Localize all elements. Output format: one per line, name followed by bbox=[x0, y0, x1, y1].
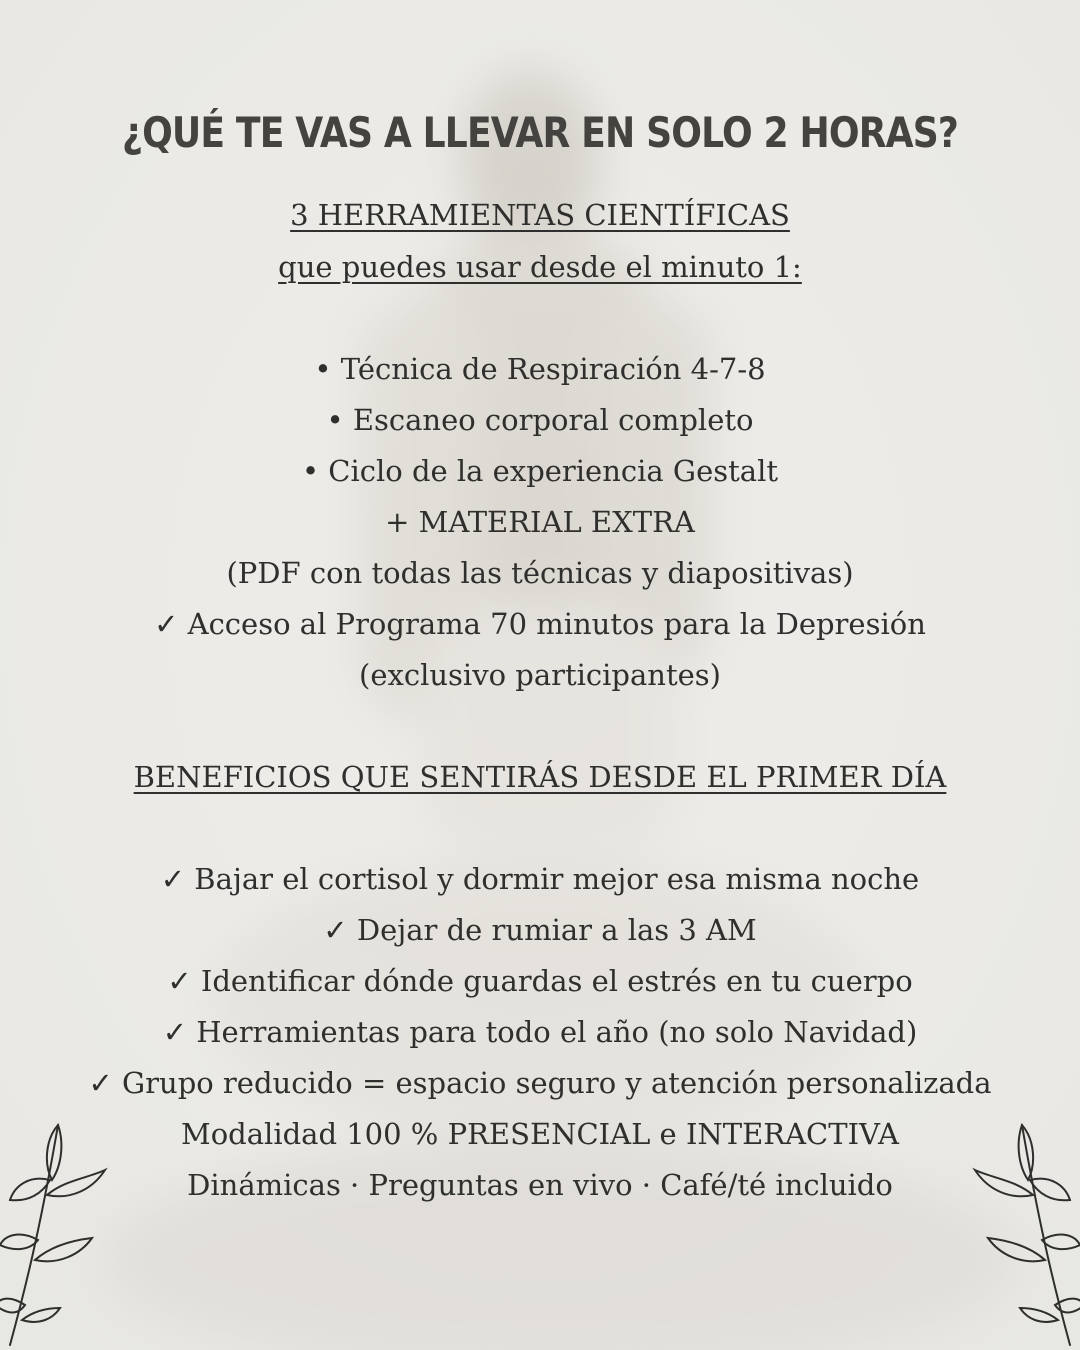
program-access: ✓ Acceso al Programa 70 minutos para la Depresión bbox=[154, 607, 926, 641]
tools-heading-line2 bbox=[0, 250, 1080, 284]
tool-item: • Ciclo de la experiencia Gestalt bbox=[301, 454, 779, 488]
extra-material: + MATERIAL EXTRA bbox=[385, 505, 695, 539]
dynamics-line: Dinámicas · Preguntas en vivo · Café/té incluido bbox=[187, 1168, 893, 1202]
tool-item: • Técnica de Respiración 4-7-8 bbox=[314, 352, 766, 386]
tools-heading-line1-text: 3 HERRAMIENTAS CIENTÍFICAS bbox=[290, 198, 790, 232]
benefit-item: ✓ Bajar el cortisol y dormir mejor esa misma noche bbox=[160, 862, 920, 896]
tools-heading-line2-text: que puedes usar desde el minuto 1: bbox=[278, 250, 802, 284]
benefit-item: ✓ Herramientas para todo el año (no solo Navidad) bbox=[162, 1015, 918, 1049]
modality-line: Modalidad 100 % PRESENCIAL e INTERACTIVA bbox=[181, 1117, 899, 1151]
benefits-heading bbox=[0, 760, 1080, 794]
program-access-note: (exclusivo participantes) bbox=[359, 658, 721, 692]
page-title: ¿QUÉ TE VAS A LLEVAR EN SOLO 2 HORAS? bbox=[121, 108, 959, 157]
tool-item: • Escaneo corporal completo bbox=[326, 403, 754, 437]
leaf-branch-right-icon bbox=[960, 1120, 1080, 1350]
tools-heading-line1 bbox=[0, 198, 1080, 232]
benefit-item: ✓ Identificar dónde guardas el estrés en tu cuerpo bbox=[167, 964, 913, 998]
extra-material-note: (PDF con todas las técnicas y diapositivas) bbox=[226, 556, 854, 590]
benefit-item: ✓ Dejar de rumiar a las 3 AM bbox=[323, 913, 757, 947]
benefits-heading-text: BENEFICIOS QUE SENTIRÁS DESDE EL PRIMER DÍA bbox=[133, 760, 947, 794]
benefit-item: ✓ Grupo reducido = espacio seguro y atención personalizada bbox=[88, 1066, 992, 1100]
leaf-branch-left-icon bbox=[0, 1120, 120, 1350]
